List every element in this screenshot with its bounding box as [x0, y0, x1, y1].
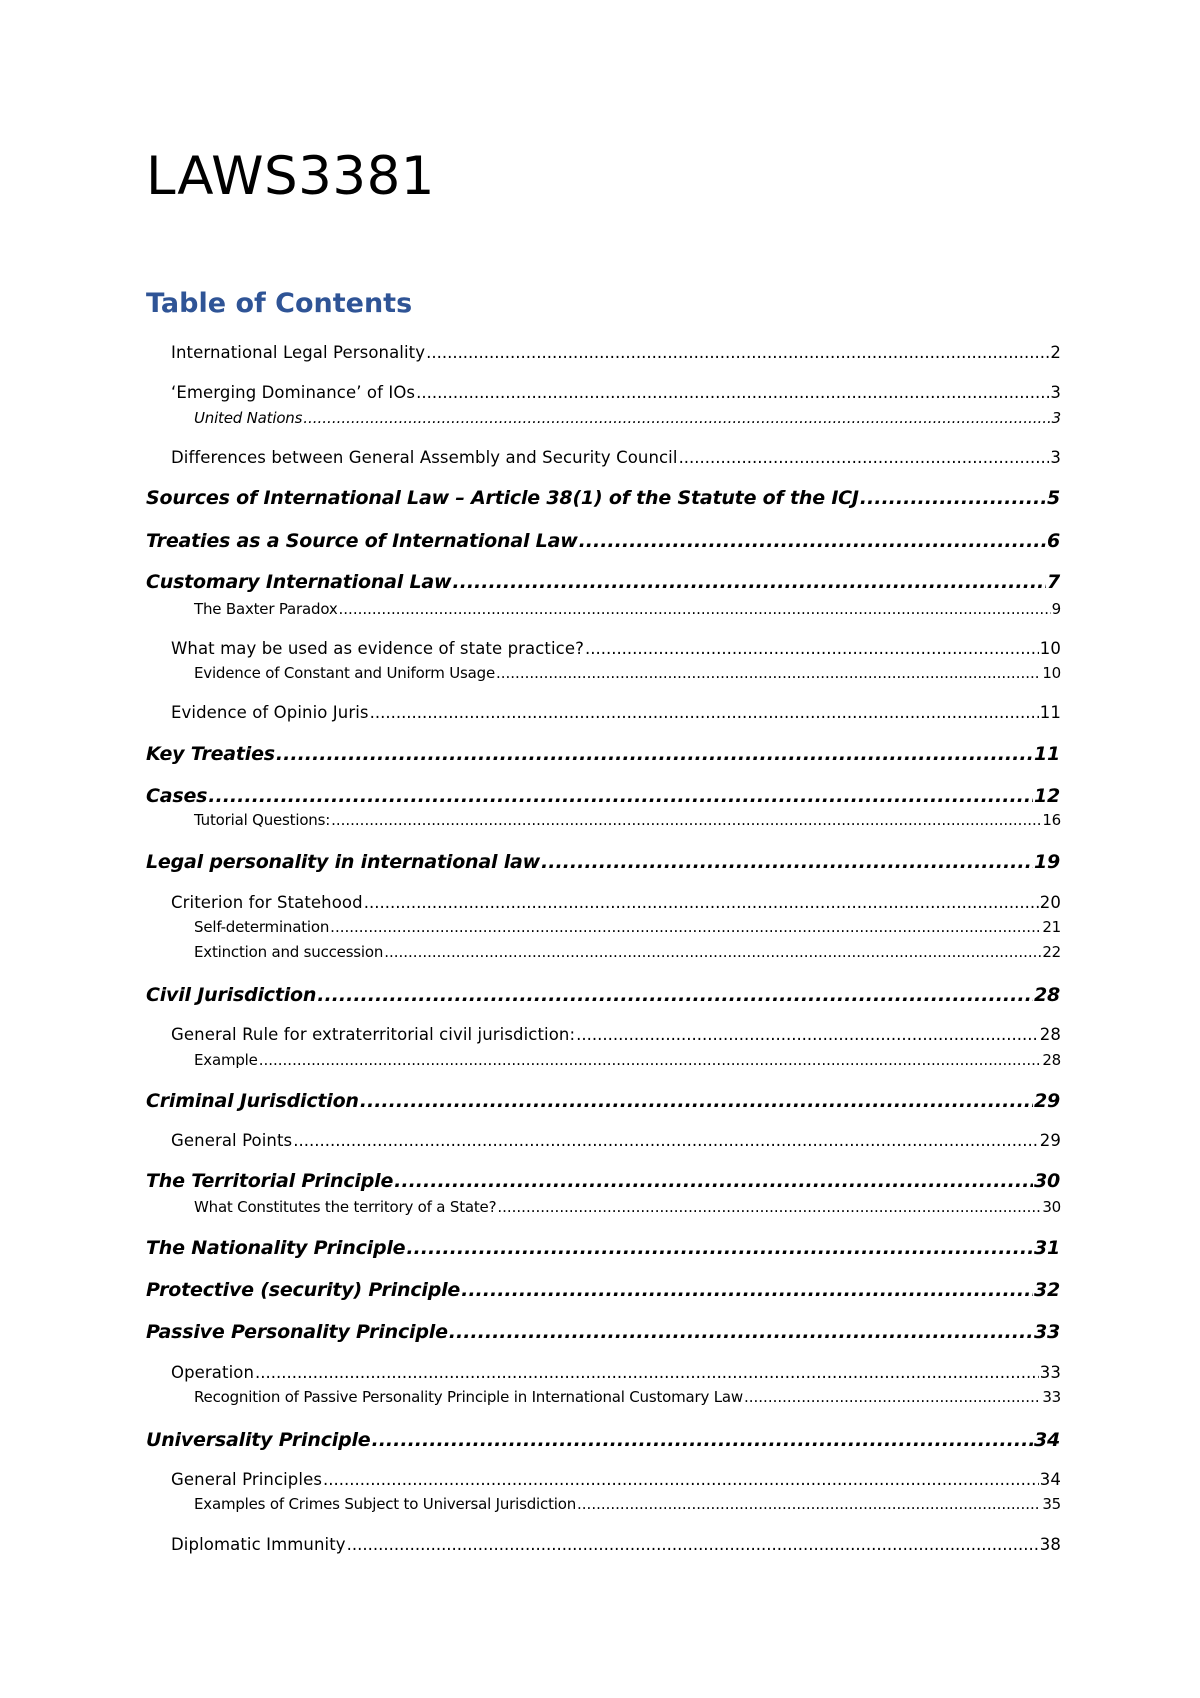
toc-entry[interactable]: [171, 1535, 1061, 1554]
toc-page-number: 20: [1039, 893, 1061, 912]
toc-page-number: 34: [1039, 1470, 1061, 1489]
toc-page-number: 6: [1046, 530, 1060, 552]
toc-dot-leader: [585, 639, 1039, 658]
toc-dot-leader: [860, 487, 1046, 509]
toc-page-number: 10: [1042, 664, 1061, 682]
toc-dot-leader: [371, 1429, 1032, 1451]
toc-entry-label: Legal personality in international law: [146, 851, 541, 873]
toc-page-number: 16: [1042, 811, 1061, 829]
toc-entry-label: Self-determination: [194, 918, 330, 936]
toc-entry[interactable]: [146, 743, 1060, 765]
toc-dot-leader: [679, 448, 1050, 467]
toc-page-number: 33: [1042, 1388, 1061, 1406]
toc-entry[interactable]: [171, 893, 1061, 912]
toc-entry[interactable]: [146, 1090, 1060, 1112]
toc-page-number: 3: [1050, 383, 1061, 402]
toc-entry[interactable]: [194, 811, 1061, 829]
toc-entry[interactable]: [194, 409, 1061, 427]
toc-entry-label: The Nationality Principle: [146, 1237, 406, 1259]
toc-page-number: 33: [1033, 1321, 1060, 1343]
toc-entry[interactable]: [146, 1321, 1060, 1343]
toc-entry[interactable]: [194, 600, 1061, 618]
toc-dot-leader: [339, 600, 1051, 618]
toc-entry[interactable]: [171, 1025, 1061, 1044]
toc-page-number: 29: [1039, 1131, 1061, 1150]
toc-page-number: 3: [1050, 448, 1061, 467]
toc-entry-label: Treaties as a Source of International Law: [146, 530, 578, 552]
toc-dot-leader: [579, 530, 1046, 552]
toc-entry[interactable]: [146, 984, 1060, 1006]
toc-entry-label: Criminal Jurisdiction: [146, 1090, 359, 1112]
toc-page-number: 30: [1033, 1170, 1060, 1192]
toc-page-number: 3: [1051, 409, 1061, 427]
toc-page-number: 28: [1042, 1051, 1061, 1069]
toc-page-number: 29: [1033, 1090, 1060, 1112]
toc-entry-label: What Constitutes the territory of a State?: [194, 1198, 497, 1216]
toc-entry[interactable]: [171, 703, 1061, 722]
toc-entry-label: The Territorial Principle: [146, 1170, 394, 1192]
toc-dot-leader: [461, 1279, 1033, 1301]
toc-dot-leader: [426, 343, 1049, 362]
toc-page-number: 30: [1042, 1198, 1061, 1216]
toc-dot-leader: [259, 1051, 1042, 1069]
toc-page-number: 28: [1039, 1025, 1061, 1044]
toc-dot-leader: [370, 703, 1039, 722]
toc-entry[interactable]: [194, 1198, 1061, 1216]
toc-dot-leader: [416, 383, 1049, 402]
toc-entry[interactable]: [171, 383, 1061, 402]
toc-dot-leader: [384, 943, 1041, 961]
toc-entry[interactable]: [146, 785, 1060, 807]
toc-page-number: 7: [1046, 571, 1060, 593]
toc-dot-leader: [208, 785, 1033, 807]
toc-entry-label: United Nations: [194, 409, 303, 427]
toc-entry-label: Protective (security) Principle: [146, 1279, 461, 1301]
toc-page-number: 28: [1033, 984, 1060, 1006]
toc-entry-label: Universality Principle: [146, 1429, 371, 1451]
toc-dot-leader: [347, 1535, 1039, 1554]
toc-entry-label: Civil Jurisdiction: [146, 984, 317, 1006]
toc-entry[interactable]: [194, 1051, 1061, 1069]
toc-page-number: 19: [1033, 851, 1060, 873]
toc-entry[interactable]: [194, 943, 1061, 961]
toc-entry-label: Sources of International Law – Article 38(1) of the Statute of the ICJ: [146, 487, 859, 509]
toc-dot-leader: [496, 664, 1041, 682]
toc-page-number: 32: [1033, 1279, 1060, 1301]
toc-dot-leader: [330, 918, 1041, 936]
toc-entry-label: General Principles: [171, 1470, 323, 1489]
toc-dot-leader: [497, 1198, 1041, 1216]
toc-dot-leader: [276, 743, 1033, 765]
toc-entry[interactable]: [171, 1131, 1061, 1150]
toc-page-number: 33: [1039, 1363, 1061, 1382]
toc-entry[interactable]: [146, 530, 1060, 552]
toc-entry-label: General Rule for extraterritorial civil jurisdiction:: [171, 1025, 576, 1044]
toc-page-number: 12: [1033, 785, 1060, 807]
toc-dot-leader: [360, 1090, 1033, 1112]
toc-entry-label: What may be used as evidence of state practice?: [171, 639, 584, 658]
toc-dot-leader: [331, 811, 1041, 829]
toc-page-number: 22: [1042, 943, 1061, 961]
toc-page-number: 34: [1033, 1429, 1060, 1451]
toc-heading: Table of Contents: [146, 288, 413, 319]
toc-entry-label: ‘Emerging Dominance’ of IOs: [171, 383, 416, 402]
toc-dot-leader: [406, 1237, 1033, 1259]
toc-page-number: 11: [1039, 703, 1061, 722]
toc-entry-label: International Legal Personality: [171, 343, 426, 362]
toc-entry-label: General Points: [171, 1131, 293, 1150]
toc-entry[interactable]: [194, 1388, 1061, 1406]
toc-entry[interactable]: [146, 571, 1060, 593]
toc-entry-label: Customary International Law: [146, 571, 452, 593]
toc-page-number: 10: [1039, 639, 1061, 658]
toc-entry-label: Cases: [146, 785, 208, 807]
toc-entry[interactable]: [171, 448, 1061, 467]
toc-entry[interactable]: [146, 1429, 1060, 1451]
toc-dot-leader: [323, 1470, 1039, 1489]
toc-entry[interactable]: [146, 1237, 1060, 1259]
toc-entry-label: Operation: [171, 1363, 255, 1382]
toc-page-number: 21: [1042, 918, 1061, 936]
toc-page-number: 9: [1051, 600, 1061, 618]
toc-entry-label: Extinction and succession: [194, 943, 384, 961]
toc-page-number: 38: [1039, 1535, 1061, 1554]
toc-entry-label: Passive Personality Principle: [146, 1321, 448, 1343]
toc-page-number: 11: [1033, 743, 1060, 765]
toc-entry[interactable]: [194, 664, 1061, 682]
toc-page-number: 31: [1033, 1237, 1060, 1259]
toc-entry[interactable]: [146, 1170, 1060, 1192]
toc-entry-label: The Baxter Paradox: [194, 600, 338, 618]
toc-dot-leader: [577, 1495, 1041, 1513]
toc-entry[interactable]: [146, 851, 1060, 873]
toc-entry[interactable]: [171, 639, 1061, 658]
toc-entry[interactable]: [194, 918, 1061, 936]
toc-entry-label: Tutorial Questions:: [194, 811, 331, 829]
toc-dot-leader: [317, 984, 1033, 1006]
toc-dot-leader: [364, 893, 1039, 912]
toc-entry[interactable]: [171, 1363, 1061, 1382]
toc-entry[interactable]: [194, 1495, 1061, 1513]
toc-entry-label: Differences between General Assembly and Security Council: [171, 448, 678, 467]
toc-entry-label: Evidence of Constant and Uniform Usage: [194, 664, 495, 682]
toc-dot-leader: [303, 409, 1050, 427]
toc-entry-label: Key Treaties: [146, 743, 275, 765]
toc-entry[interactable]: [171, 343, 1061, 362]
toc-page-number: 35: [1042, 1495, 1061, 1513]
toc-entry-label: Recognition of Passive Personality Principle in International Customary Law: [194, 1388, 743, 1406]
toc-entry-label: Diplomatic Immunity: [171, 1535, 346, 1554]
toc-dot-leader: [449, 1321, 1033, 1343]
toc-dot-leader: [541, 851, 1033, 873]
toc-dot-leader: [394, 1170, 1033, 1192]
toc-page-number: 2: [1050, 343, 1061, 362]
toc-entry[interactable]: [146, 1279, 1060, 1301]
toc-dot-leader: [744, 1388, 1041, 1406]
toc-page-number: 5: [1046, 487, 1060, 509]
toc-entry[interactable]: [171, 1470, 1061, 1489]
toc-dot-leader: [576, 1025, 1039, 1044]
toc-entry-label: Example: [194, 1051, 258, 1069]
toc-entry[interactable]: [146, 487, 1060, 509]
toc-dot-leader: [452, 571, 1046, 593]
toc-entry-label: Examples of Crimes Subject to Universal Jurisdiction: [194, 1495, 577, 1513]
toc-dot-leader: [255, 1363, 1039, 1382]
toc-entry-label: Criterion for Statehood: [171, 893, 363, 912]
toc-entry-label: Evidence of Opinio Juris: [171, 703, 369, 722]
document-title: LAWS3381: [146, 146, 436, 207]
toc-dot-leader: [293, 1131, 1039, 1150]
